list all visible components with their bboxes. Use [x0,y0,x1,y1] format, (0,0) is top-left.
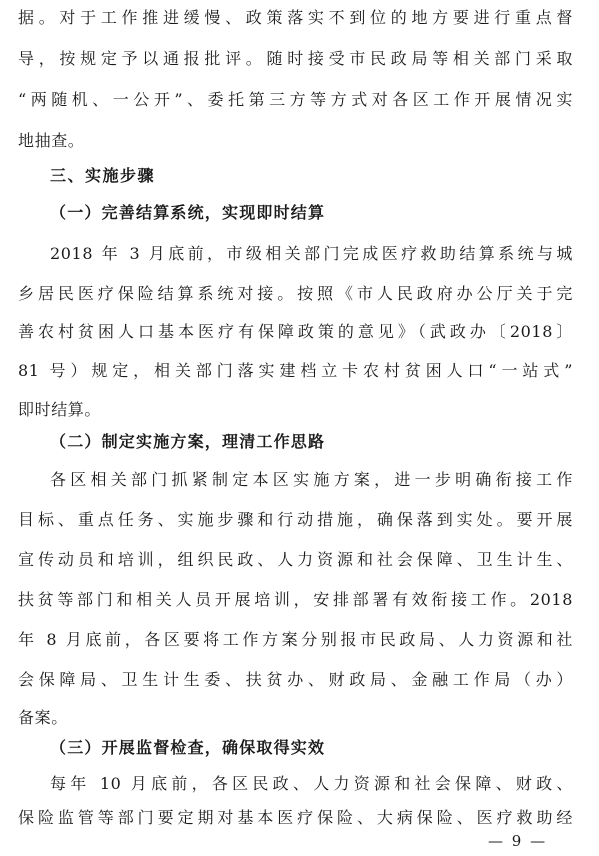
text-line: 即时结算。 [18,400,102,419]
text-line: 年 8 月底前，各区要将工作方案分别报市民政局、人力资源和社 [18,630,573,649]
text-line: 目标、重点任务、实施步骤和行动措施，确保落到实处。要开展 [18,510,573,529]
subsection-heading: （二）制定实施方案，理清工作思路 [50,432,326,451]
text-line: 扶贫等部门和相关人员开展培训，安排部署有效衔接工作。2018 [18,590,573,609]
text-line: 每年 10 月底前，各区民政、人力资源和社会保障、财政、 [50,774,573,793]
text-line: 2018 年 3 月底前，市级相关部门完成医疗救助结算系统与城 [50,244,573,263]
text-line: 81 号）规定，相关部门落实建档立卡农村贫困人口“一站式” [18,361,573,380]
subsection-heading: （一）完善结算系统，实现即时结算 [50,203,326,222]
text-line: 善农村贫困人口基本医疗有保障政策的意见》（武政办〔2018〕 [18,322,573,341]
text-line: 备案。 [18,708,68,727]
text-line: 会保障局、卫生计生委、扶贫办、财政局、金融工作局（办） [18,670,573,689]
subsection-heading: （三）开展监督检查，确保取得实效 [50,738,326,757]
text-line: 地抽查。 [18,131,85,150]
text-line: 据。对于工作推进缓慢、政策落实不到位的地方要进行重点督 [18,8,573,27]
text-line: 宣传动员和培训，组织民政、人力资源和社会保障、卫生计生、 [18,550,573,569]
text-line: “两随机、一公开”、委托第三方等方式对各区工作开展情况实 [18,90,573,109]
text-line: 乡居民医疗保险结算系统对接。按照《市人民政府办公厅关于完 [18,284,573,303]
text-line: 各区相关部门抓紧制定本区实施方案，进一步明确衔接工作 [50,470,573,489]
section-heading: 三、实施步骤 [50,166,156,185]
text-line: 保险监管等部门要定期对基本医疗保险、大病保险、医疗救助经 [18,808,573,827]
page-number: — 9 — [488,832,548,850]
text-line: 导，按规定予以通报批评。随时接受市民政局等相关部门采取 [18,49,573,68]
